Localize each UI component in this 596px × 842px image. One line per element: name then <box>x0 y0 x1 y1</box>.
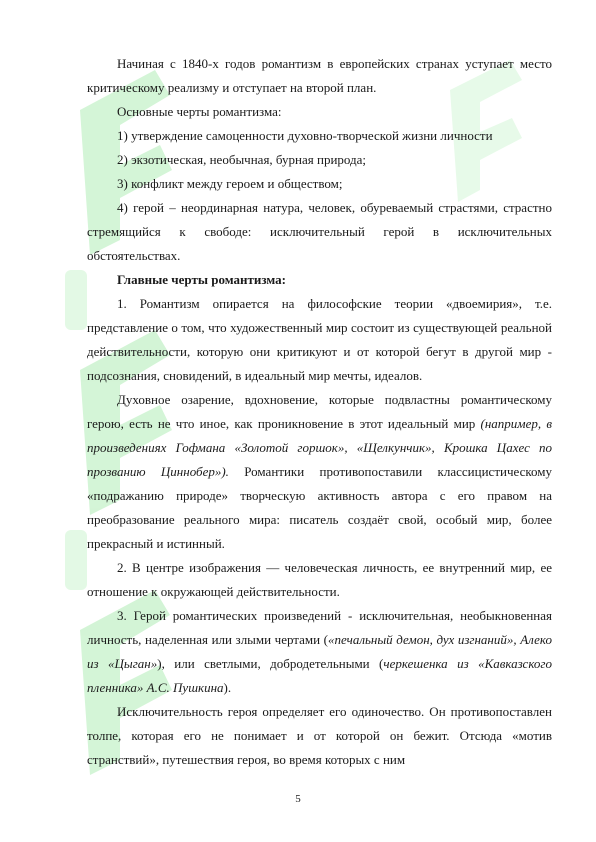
paragraph-dual-world: 1. Романтизм опирается на философские теории «двоемирия», т.е. представление о том, что художественный мир состоит из существующей реальной действительности, которую они критикуют и от которой бегут в другой мир - подсознания, сновидений, в идеальный мир мечты, идеалов. <box>87 296 552 383</box>
paragraph-personality: 2. В центре изображения — человеческая личность, ее внутренний мир, ее отношение к окружающей действительности. <box>87 560 552 599</box>
text-run: ). <box>223 680 232 695</box>
text-run: Романтики противопоставили классицистическому «подражанию природе» творческую активность автора с его правом на преобразование реального мира: писатель создаёт свой, особый мир, более прекрасный и истинный. <box>87 464 552 551</box>
page-number: 5 <box>295 793 301 805</box>
italic-run: «печальный демон, дух изгнаний», Алеко из «Цыган» <box>87 632 552 671</box>
list-item: 1) утверждение самоценности духовно-творческой жизни личности <box>117 128 493 143</box>
paragraph-hero <box>87 604 552 700</box>
paragraph-intro: Начиная с 1840-х годов романтизм в европейских странах уступает место критическому реализму и отступает на второй план. <box>87 56 552 95</box>
list-item: 4) герой – неординарная натура, человек, обуреваемый страстями, страстно стремящийся к свободе: исключительный герой в исключительных обстоятельствах. <box>87 200 552 263</box>
text-run: ), или светлыми, добродетельными ( <box>157 656 384 671</box>
paragraph-features-label: Основные черты романтизма: <box>117 104 282 119</box>
paragraph-exclusivity: Исключительность героя определяет его одиночество. Он противопоставлен толпе, которая его не понимает и от которой он бежит. Отсюда «мотив странствий», путешествия героя, во время которых с ним <box>87 704 552 767</box>
heading-text: Главные черты романтизма: <box>117 272 286 287</box>
text-run: 3. Герой романтических произведений - исключительная, необыкновенная личность, наделенная или злыми чертами ( <box>87 608 552 647</box>
text-run: Духовное озарение, вдохновение, которые подвластны романтическому герою, есть не что иное, как проникновение в этот идеальный мир <box>87 392 552 431</box>
list-item: 3) конфликт между героем и обществом; <box>117 176 343 191</box>
paragraph-spiritual <box>87 388 552 556</box>
list-item: 2) экзотическая, необычная, бурная природа; <box>117 152 367 167</box>
italic-run: (например, в произведениях Гофмана «Золотой горшок», «Щелкунчик», Крошка Цахес по прозванию Циннобер»). <box>87 416 553 479</box>
section-heading <box>87 268 552 292</box>
document-body <box>87 52 552 772</box>
italic-run: черкешенка из «Кавказского пленника» А.С. Пушкина <box>87 656 552 695</box>
